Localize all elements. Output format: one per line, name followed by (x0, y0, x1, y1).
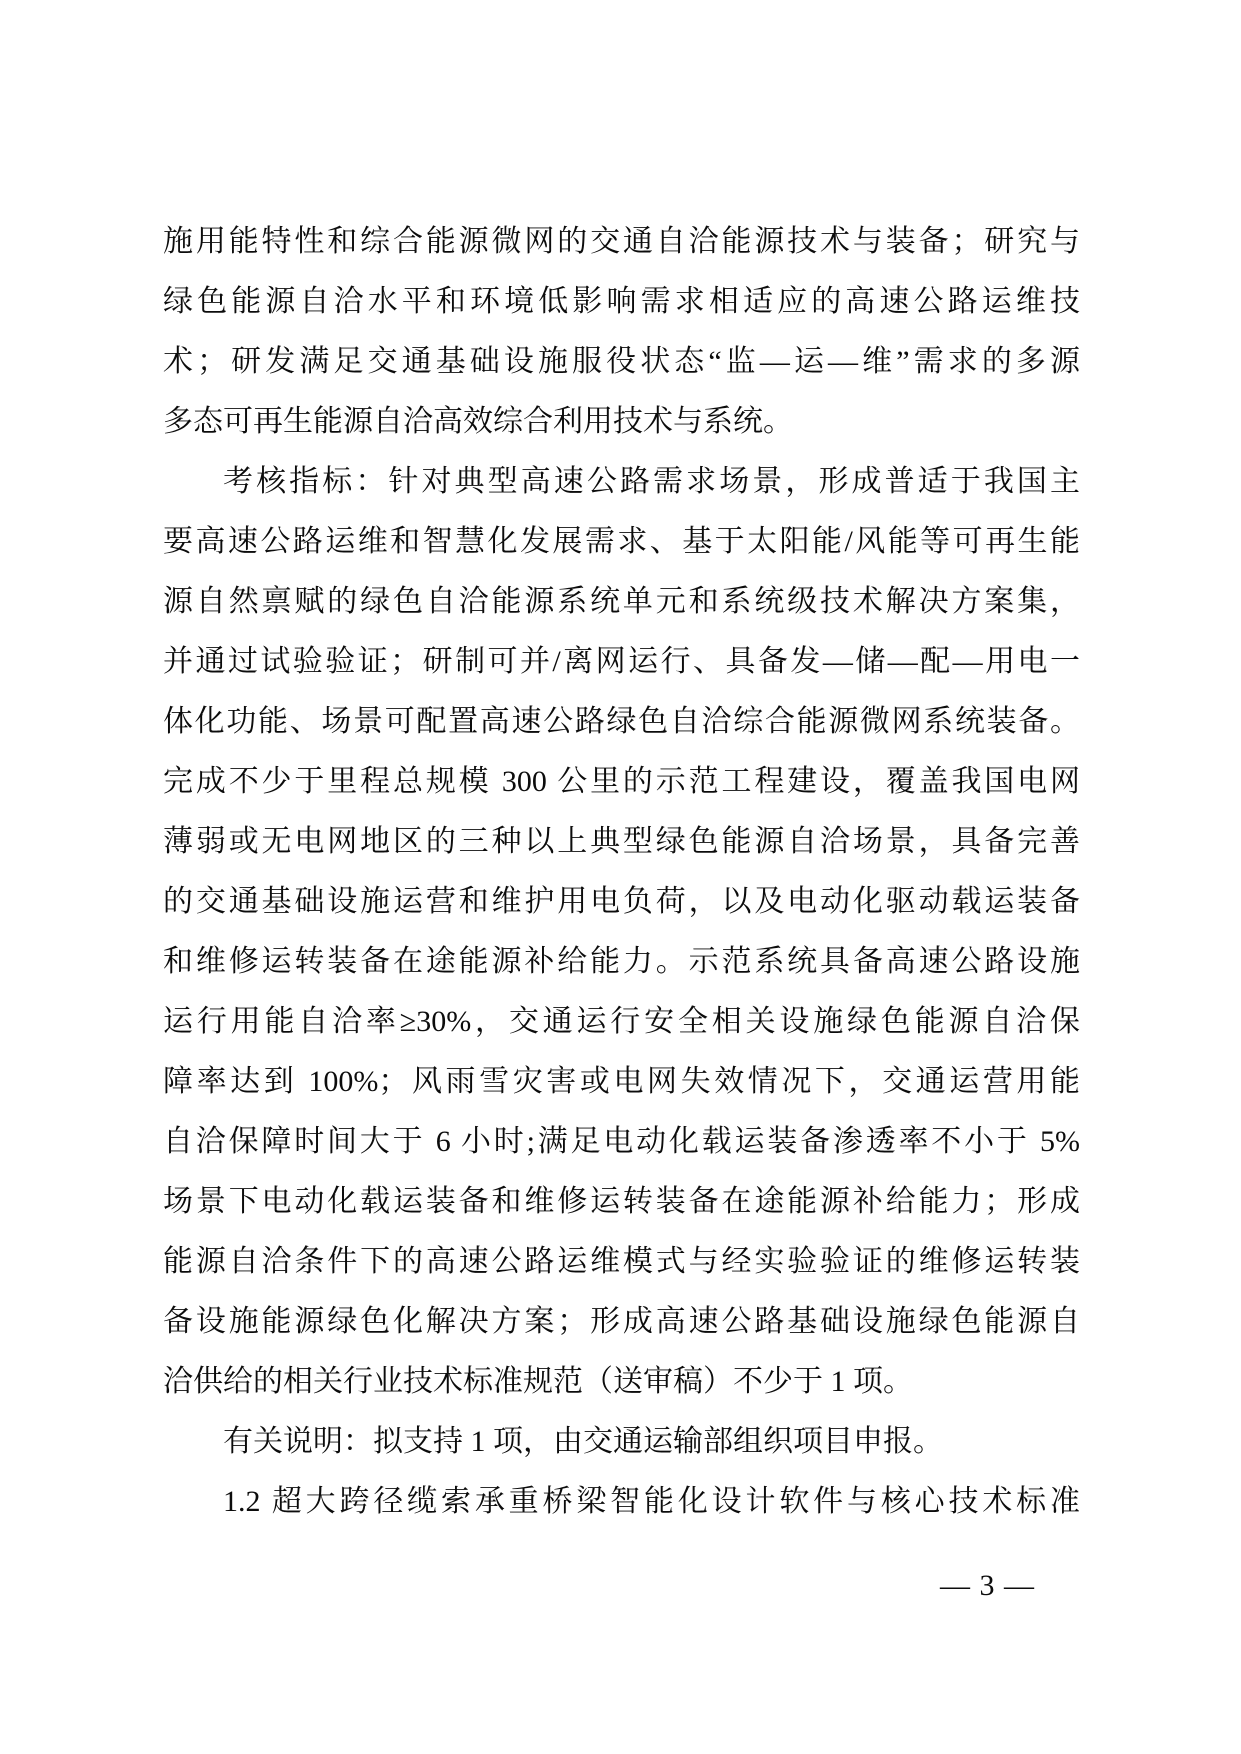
page-number: — 3 — (940, 1569, 1035, 1602)
body-line-12: 的交通基础设施运营和维护用电负荷，以及电动化驱动载运装备 (163, 885, 1080, 918)
body-line-18: 能源自洽条件下的高速公路运维模式与经实验验证的维修运转装 (163, 1245, 1080, 1278)
document-body (163, 212, 1080, 1532)
body-line-3: 术；研发满足交通基础设施服役状态“监—运—维”需求的多源 (163, 345, 1080, 378)
body-line-21: 有关说明：拟支持 1 项，由交通运输部组织项目申报。 (223, 1425, 943, 1458)
body-line-6: 要高速公路运维和智慧化发展需求、基于太阳能/风能等可再生能 (163, 525, 1080, 558)
body-line-15: 障率达到 100%；风雨雪灾害或电网失效情况下，交通运营用能 (163, 1065, 1080, 1098)
body-line-9: 体化功能、场景可配置高速公路绿色自洽综合能源微网系统装备。 (163, 705, 1080, 738)
body-line-11: 薄弱或无电网地区的三种以上典型绿色能源自洽场景，具备完善 (163, 825, 1080, 858)
body-line-19: 备设施能源绿色化解决方案；形成高速公路基础设施绿色能源自 (163, 1305, 1080, 1338)
body-line-16: 自洽保障时间大于 6 小时;满足电动化载运装备渗透率不小于 5% (163, 1125, 1080, 1158)
body-line-20: 洽供给的相关行业技术标准规范（送审稿）不少于 1 项。 (163, 1365, 913, 1398)
body-line-4: 多态可再生能源自洽高效综合利用技术与系统。 (163, 405, 793, 438)
body-line-17: 场景下电动化载运装备和维修运转装备在途能源补给能力；形成 (163, 1185, 1080, 1218)
body-line-10: 完成不少于里程总规模 300 公里的示范工程建设，覆盖我国电网 (163, 765, 1080, 798)
body-line-13: 和维修运转装备在途能源补给能力。示范系统具备高速公路设施 (163, 945, 1080, 978)
body-line-8: 并通过试验验证；研制可并/离网运行、具备发—储—配—用电一 (163, 645, 1080, 678)
body-line-5: 考核指标：针对典型高速公路需求场景，形成普适于我国主 (223, 465, 1080, 498)
body-line-14: 运行用能自洽率≥30%，交通运行安全相关设施绿色能源自洽保 (163, 1005, 1080, 1038)
body-line-7: 源自然禀赋的绿色自洽能源系统单元和系统级技术解决方案集， (163, 585, 1080, 618)
body-line-2: 绿色能源自洽水平和环境低影响需求相适应的高速公路运维技 (163, 285, 1080, 318)
body-line-1: 施用能特性和综合能源微网的交通自洽能源技术与装备；研究与 (163, 225, 1080, 258)
body-line-22: 1.2 超大跨径缆索承重桥梁智能化设计软件与核心技术标准 (223, 1485, 1080, 1518)
